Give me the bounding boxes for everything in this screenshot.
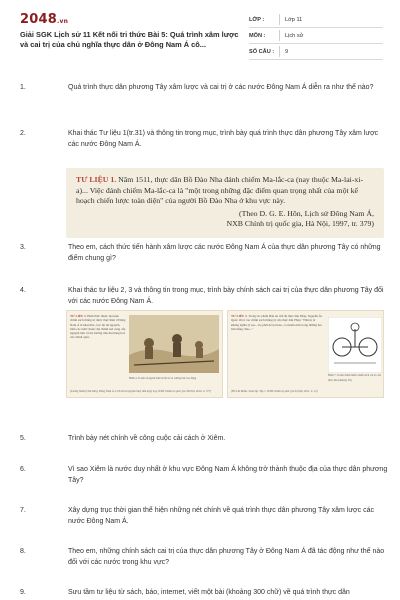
meta-row-subject	[249, 28, 383, 44]
question-text: Theo em, cách thức tiến hành xâm lược các nước Đông Nam Á của thực dân phương Tây có những điểm chung gì?	[68, 244, 381, 262]
satirical-cartoon-illustration	[328, 317, 382, 373]
meta-key: MÔN :	[249, 32, 266, 39]
figure-caption: Hình 4. Tranh vẽ người dân bị bắt tù và cưỡng bức lao động	[129, 376, 197, 380]
quote-tag: TƯ LIỆU 1.	[76, 175, 117, 184]
panel-tag: TƯ LIỆU 3.	[231, 314, 248, 318]
panel-citation: (Hồ Chí Minh, Toàn tập, Tập 1, NXB Chính trị quốc gia Sự thật, 2011, tr. 12)	[231, 389, 318, 393]
question-number: 9.	[20, 589, 26, 596]
meta-divider	[279, 14, 280, 25]
question-text: Xây dựng trục thời gian thể hiện những nét chính về quá trình thực dân phương Tây xâm lược các nước Đông Nam Á.	[68, 507, 374, 525]
figure-caption: Hình 7. Tranh châm biếm chính sách cai trị của thực dân phương Tây	[328, 374, 381, 382]
question-text: Khai thác tư liệu 2, 3 và thông tin trong mục, trình bày chính sách cai trị của thực dân phương Tây đối với các nước Đông Nam Á.	[68, 287, 384, 305]
meta-key: LỚP :	[249, 16, 265, 23]
question-number: 8.	[20, 548, 26, 555]
question-number: 4.	[20, 287, 26, 294]
forced-labor-illustration	[129, 315, 219, 373]
meta-key: SỐ CÂU :	[249, 48, 275, 55]
question-text: Quá trình thực dân phương Tây xâm lược và cai trị ở các nước Đông Nam Á diễn ra như thế nào?	[68, 84, 374, 91]
question-number: 7.	[20, 507, 26, 514]
question-number: 5.	[20, 435, 26, 442]
question-number: 2.	[20, 130, 26, 137]
panel-text: Hình thức thuộc địa kiểu chính sách thống trị được thực hiện ở Đông Nam Á là khai thác, bóc lột tài nguyên, biến các nước thuộc địa thành nơi cung cấp nguyên liệu và thị trường tiêu thụ hàng hóa của chính quốc.	[70, 314, 126, 340]
quote-paragraph	[76, 175, 374, 207]
quote-source-line: NXB Chính trị quốc gia, Hà Nội, 1997, tr. 379)	[226, 219, 374, 229]
question-number: 6.	[20, 466, 26, 473]
meta-row-count	[249, 44, 383, 60]
meta-divider	[279, 30, 280, 41]
document-title: Giải SGK Lịch sử 11 Kết nối tri thức Bài 5: Quá trình xâm lược và cai trị của chủ nghĩa thực dân ở Đông Nam Á cô...	[20, 30, 239, 49]
meta-value: Lớp 11	[285, 16, 303, 23]
logo-main-text: 2048	[20, 12, 57, 27]
panel-tag: TƯ LIỆU 2.	[70, 314, 87, 318]
meta-row-grade	[249, 12, 383, 28]
source-quote-box	[66, 168, 384, 238]
question-number: 3.	[20, 244, 26, 251]
source-panel-left	[66, 310, 223, 398]
logo-ext-text: .vn	[56, 18, 69, 25]
source-panel-right	[227, 310, 384, 398]
question-text: Vì sao Xiêm là nước duy nhất ở khu vực Đông Nam Á không trở thành thuộc địa của thực dân phương Tây?	[68, 466, 388, 484]
panel-text: Trong tác phẩm Bản án chế độ thực dân Pháp, Nguyễn Ái Quốc đã tố cáo chính sách thống trị của thực dân Pháp: "Nhà tù là không nghĩa lý sao... họ phải để nơi kéo, có muốn mời trong những hai bán tiếng chào..."	[231, 314, 322, 331]
question-text: Trình bày nét chính về công cuộc cải cách ở Xiêm.	[68, 435, 226, 442]
page-header	[0, 0, 400, 64]
question-text: Theo em, những chính sách cai trị của thực dân phương Tây ở Đông Nam Á đã tác động như thế nào đối với các nước trong khu vực?	[68, 548, 385, 566]
site-logo[interactable]	[20, 12, 68, 27]
source-figures	[66, 310, 384, 398]
meta-table	[249, 12, 383, 60]
question-number: 1.	[20, 84, 26, 91]
quote-source-line: (Theo D. G. E. Hôn, Lịch sử Đông Nam Á,	[238, 208, 374, 218]
meta-divider	[279, 46, 280, 57]
quote-body: Năm 1511, thực dân Bồ Đào Nha đánh chiếm Ma-lắc-ca (nay thuộc Ma-lai-xi-a)... Việc đánh chiếm Ma-lắc-ca là "một trong những đặc điểm quan trọng nhất của một kế hoạch chiến lược toàn diện" của người Bồ Đào Nha ở khu vực này.	[76, 175, 364, 206]
question-text: Sưu tầm tư liệu từ sách, báo, internet, viết một bài (khoảng 300 chữ) về quá trình thực dân	[68, 589, 350, 596]
meta-value: Lịch sử	[285, 32, 304, 39]
meta-value: 9	[285, 48, 289, 55]
panel-citation: (Lương Ninh (Chủ biên), Đông Nam Á, Lịch sử từ nguyên thuỷ đến ngày nay, NXB Chính trị quốc gia, Hà Nội, 2016, tr. 377)	[70, 389, 212, 393]
question-text: Khai thác Tư liệu 1(tr.31) và thông tin trong mục, trình bày quá trình thực dân phương Tây xâm lược các nước Đông Nam Á.	[68, 130, 379, 148]
